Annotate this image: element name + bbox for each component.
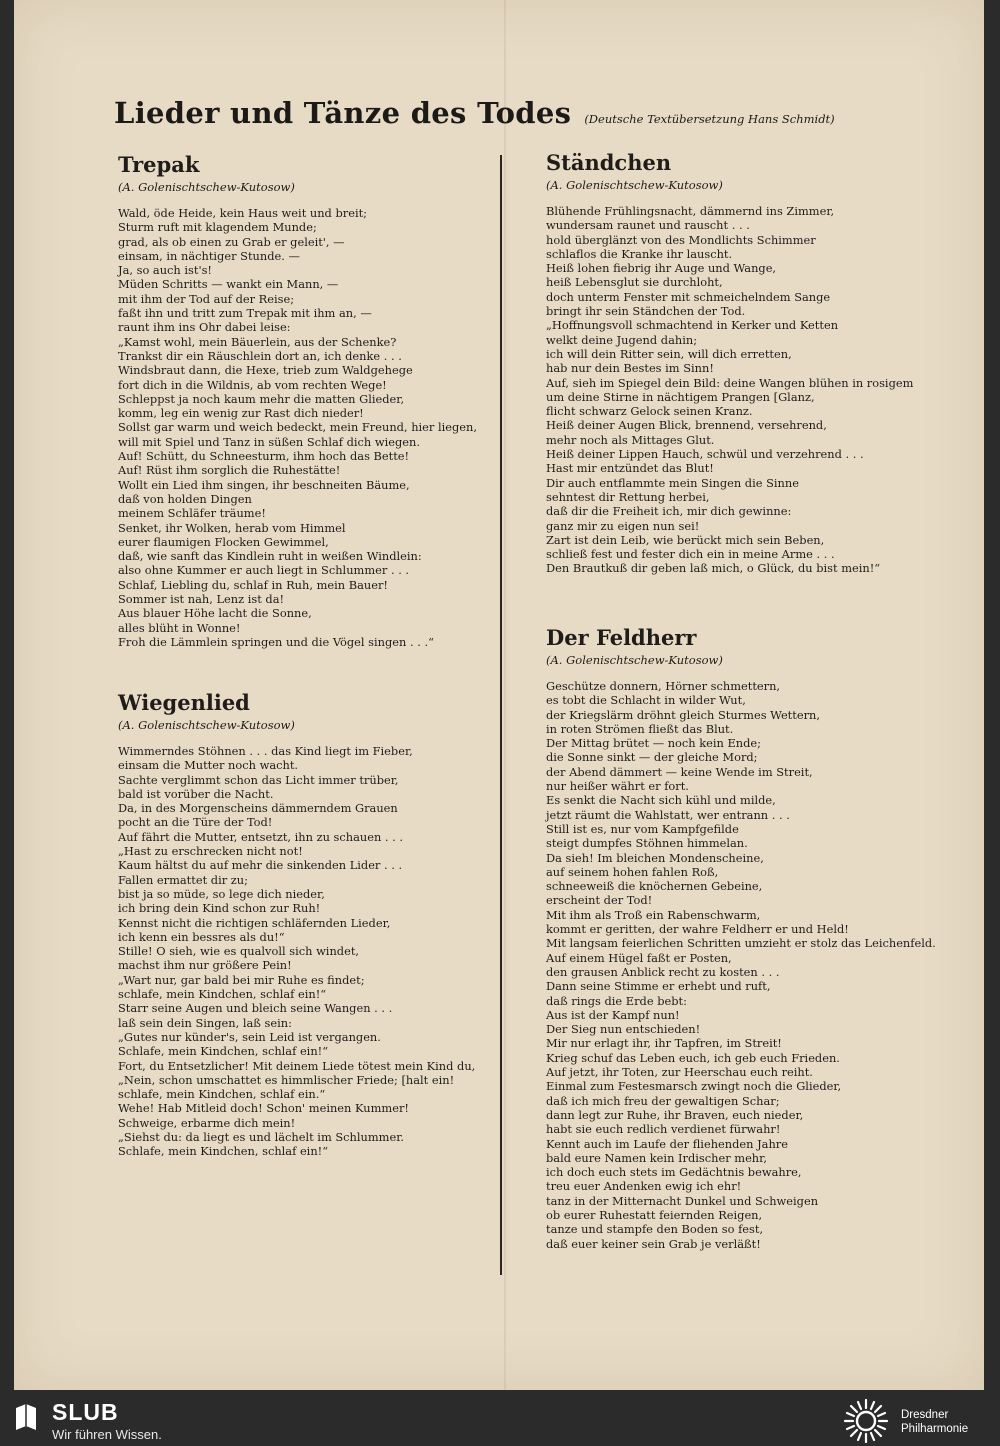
poem-line: schlafe, mein Kindchen, schlaf ein.“ [118, 1087, 326, 1102]
page-title [114, 96, 835, 130]
poem-line: schlafe, mein Kindchen, schlaf ein!“ [118, 987, 327, 1002]
poem-line: Den Brautkuß dir geben laß mich, o Glück, du bist mein!“ [546, 561, 881, 576]
poem-line: will mit Spiel und Tanz in süßen Schlaf dich wiegen. [118, 434, 421, 449]
poem-line: pocht an die Türe der Tod! [118, 815, 273, 830]
section-trepak [118, 152, 488, 649]
poem-line: Auf fährt die Mutter, entsetzt, ihn zu schauen . . . [118, 829, 404, 844]
poem-line: Trankst dir ein Räuschlein dort an, ich denke . . . [118, 348, 402, 363]
poem-line: Kennst nicht die richtigen schläfernden Lieder, [118, 915, 391, 930]
poem-line: Ja, so auch ist's! [118, 263, 213, 278]
poem-line: Schweige, erbarme dich mein! [118, 1115, 296, 1130]
poem-line: fort dich in die Wildnis, ab vom rechten Wege! [118, 377, 387, 392]
poem-line: eurer flaumigen Flocken Gewimmel, [118, 534, 329, 549]
poem-line: Auf einem Hügel faßt er Posten, [546, 950, 732, 965]
poem-line: flicht schwarz Gelock seinen Kranz. [546, 404, 753, 419]
poem-line: laß sein dein Singen, laß sein: [118, 1015, 292, 1030]
poem-line: faßt ihn und tritt zum Trepak mit ihm an, — [118, 306, 372, 321]
subtitle-text: (Deutsche Textübersetzung Hans Schmidt) [584, 112, 835, 126]
poem-line: daß euer keiner sein Grab je verläßt! [546, 1236, 761, 1251]
poem-line: „Wart nur, gar bald bei mir Ruhe es findet; [118, 972, 365, 987]
poem-line: in roten Strömen fließt das Blut. [546, 721, 734, 736]
philharmonie-line1: Dresdner [901, 1409, 949, 1421]
poem-line: Aus blauer Höhe lacht die Sonne, [118, 606, 312, 621]
poem-line: habt sie euch redlich verdienet fürwahr! [546, 1122, 781, 1137]
poem-line: „Nein, schon umschattet es himmlischer Friede; [halt ein! [118, 1072, 455, 1087]
poem-line: Wald, öde Heide, kein Haus weit und breit; [118, 206, 368, 220]
philharmonie-name [901, 1408, 968, 1436]
poem-line: Froh die Lämmlein springen und die Vögel singen . . .“ [118, 634, 434, 649]
poem-line: daß, wie sanft das Kindlein ruht in weißen Windlein: [118, 549, 422, 564]
poem-line: grad, als ob einen zu Grab er geleit', — [118, 234, 345, 249]
poem-line: daß von holden Dingen [118, 491, 252, 506]
poem-line: einsam, in nächtiger Stunde. — [118, 248, 300, 263]
poem-line: Wimmerndes Stöhnen . . . das Kind liegt im Fieber, [118, 744, 413, 758]
poem-line: der Abend dämmert — keine Wende im Streit, [546, 764, 813, 779]
philharmonie-line2: Philharmonie [901, 1423, 969, 1435]
poem-line: Fort, du Entsetzlicher! Mit deinem Liede tötest mein Kind du, [118, 1058, 476, 1073]
poem-line: bald ist vorüber die Nacht. [118, 786, 274, 801]
section-author: (A. Golenischtschew-Kutosow) [546, 178, 723, 192]
poem-lines [546, 679, 936, 1251]
poem-line: steigt dumpfes Stöhnen himmelan. [546, 836, 748, 851]
poem-line: Da sieh! Im bleichen Mondenscheine, [546, 850, 764, 865]
poem-line: Wehe! Hab Mitleid doch! Schon' meinen Kummer! [118, 1101, 409, 1116]
poem-line: hab nur dein Bestes im Sinn! [546, 361, 714, 376]
poem-line: Fallen ermattet dir zu; [118, 872, 248, 887]
poem-line: ich will dein Ritter sein, will dich erretten, [546, 346, 792, 361]
poem-line: schlaflos die Kranke ihr lauscht. [546, 246, 733, 261]
section-author: (A. Golenischtschew-Kutosow) [118, 718, 295, 732]
poem-line: Heiß deiner Lippen Hauch, schwül und verzehrend . . . [546, 447, 864, 462]
poem-line: bald eure Namen kein Irdischer mehr, [546, 1150, 767, 1165]
section-author: (A. Golenischtschew-Kutosow) [546, 653, 723, 667]
poem-line: Auf jetzt, ihr Toten, zur Heerschau euch reiht. [546, 1065, 813, 1080]
poem-line: Aus ist der Kampf nun! [546, 1007, 680, 1022]
poem-line: Auf! Schütt, du Schneesturm, ihm hoch das Bette! [118, 449, 410, 464]
poem-line: Mir nur erlagt ihr, ihr Tapfren, im Streit! [546, 1036, 782, 1051]
poem-line: mehr noch als Mittages Glut. [546, 432, 715, 447]
slub-tagline: Wir führen Wissen. [52, 1427, 162, 1442]
poem-line: „Gutes nur künder's, sein Leid ist vergangen. [118, 1029, 381, 1044]
poem-line: „Hast zu erschrecken nicht not! [118, 844, 303, 859]
poem-line: Wollt ein Lied ihm singen, ihr beschneiten Bäume, [118, 477, 410, 492]
poem-line: Mit langsam feierlichen Schritten umzieht er stolz das Leichenfeld. [546, 936, 936, 951]
poem-line: treu euer Andenken ewig ich ehr! [546, 1179, 742, 1194]
poem-line: heiß Lebensglut sie durchloht, [546, 275, 723, 290]
poem-line: auf seinem hohen fahlen Roß, [546, 864, 719, 879]
poem-line: Stille! O sieh, wie es qualvoll sich windet, [118, 944, 360, 959]
poem-line: Heiß lohen fiebrig ihr Auge und Wange, [546, 261, 777, 276]
poem-line: die Sonne sinkt — der gleiche Mord; [546, 750, 758, 765]
poem-line: komm, leg ein wenig zur Rast dich nieder! [118, 406, 364, 421]
section-heading: Trepak [118, 152, 200, 177]
poem-line: um deine Stirne in nächtigem Prangen [Glanz, [546, 389, 815, 404]
title-text: Lieder und Tänze des Todes [114, 96, 572, 130]
poem-line: schneeweiß die knöchernen Gebeine, [546, 879, 763, 894]
section-heading: Ständchen [546, 150, 672, 175]
poem-line: Kennt auch im Laufe der fliehenden Jahre [546, 1136, 788, 1151]
poem-line: Kaum hältst du auf mehr die sinkenden Lider . . . [118, 858, 403, 873]
poem-line: es tobt die Schlacht in wilder Wut, [546, 693, 746, 708]
poem-line: nur heißer währt er fort. [546, 779, 689, 794]
poem-line: erscheint der Tod! [546, 893, 653, 908]
poem-line: doch unterm Fenster mit schmeichelndem Sange [546, 289, 831, 304]
poem-line: Sommer ist nah, Lenz ist da! [118, 592, 285, 607]
poem-line: daß dir die Freiheit ich, mir dich gewinne: [546, 504, 792, 519]
poem-line: Sollst gar warm und weich bedeckt, mein Freund, hier liegen, [118, 420, 478, 435]
poem-line: „Kamst wohl, mein Bäuerlein, aus der Schenke? [118, 334, 397, 349]
poem-line: ganz mir zu eigen nun sei! [546, 518, 700, 533]
poem-line: ich bring dein Kind schon zur Ruh! [118, 901, 321, 916]
poem-line: Mit ihm als Troß ein Rabenschwarm, [546, 907, 761, 922]
poem-line: Dann seine Stimme er erhebt und ruft, [546, 979, 771, 994]
section-staendchen [546, 150, 914, 576]
poem-line: ob eurer Ruhestatt feiernden Reigen, [546, 1207, 763, 1222]
poem-line: Schlaf, Liebling du, schlaf in Ruh, mein Bauer! [118, 577, 388, 592]
poem-line: Blühende Frühlingsnacht, dämmernd ins Zimmer, [546, 204, 835, 218]
poem-line: „Hoffnungsvoll schmachtend in Kerker und Ketten [546, 318, 839, 333]
poem-line: tanze und stampfe den Boden so fest, [546, 1222, 764, 1237]
poem-line: Schlafe, mein Kindchen, schlaf ein!“ [118, 1144, 329, 1159]
poem-line: tanz in der Mitternacht Dunkel und Schweigen [546, 1193, 819, 1208]
poem-line: ich doch euch stets im Gedächtnis bewahre, [546, 1165, 802, 1180]
poem-line: also ohne Kummer er auch liegt in Schlummer . . . [118, 563, 410, 578]
poem-line: raunt ihm ins Ohr dabei leise: [118, 320, 291, 335]
poem-line: Der Mittag brütet — noch kein Ende; [546, 736, 761, 751]
poem-line: meinem Schläfer träume! [118, 506, 266, 521]
slub-name: SLUB [52, 1399, 119, 1425]
poem-line: den grausen Anblick recht zu kosten . . . [546, 964, 780, 979]
poem-line: Starr seine Augen und bleich seine Wangen . . . [118, 1001, 393, 1016]
section-wiegenlied [118, 690, 488, 1159]
poem-line: Auf, sieh im Spiegel dein Bild: deine Wangen blühen in rosigem [546, 375, 914, 390]
philharmonie-logo-icon [842, 1397, 890, 1445]
poem-line: Krieg schuf das Leben euch, ich geb euch Frieden. [546, 1050, 840, 1065]
section-heading: Der Feldherr [546, 625, 697, 650]
poem-line: alles blüht in Wonne! [118, 620, 241, 635]
poem-lines [118, 206, 488, 649]
poem-line: dann legt zur Ruhe, ihr Braven, euch nieder, [546, 1107, 804, 1122]
poem-line: ich kenn ein bessres als du!“ [118, 929, 285, 944]
poem-line: Dir auch entflammte mein Singen die Sinne [546, 475, 799, 490]
poem-line: wundersam raunet und rauscht . . . [546, 218, 750, 233]
poem-line: einsam die Mutter noch wacht. [118, 758, 299, 773]
poem-line: Schleppst ja noch kaum mehr die matten Glieder, [118, 391, 405, 406]
section-feldherr [546, 625, 936, 1251]
poem-line: Der Sieg nun entschieden! [546, 1022, 701, 1037]
poem-line: kommt er geritten, der wahre Feldherr er und Held! [546, 922, 849, 937]
poem-line: Hast mir entzündet das Blut! [546, 461, 714, 476]
section-heading: Wiegenlied [118, 690, 250, 715]
poem-line: Windsbraut dann, die Hexe, trieb zum Waldgehege [118, 363, 413, 378]
poem-line: schließ fest und fester dich ein in meine Arme . . . [546, 547, 835, 562]
poem-line: Schlafe, mein Kindchen, schlaf ein!“ [118, 1044, 329, 1059]
poem-line: jetzt räumt die Wahlstatt, wer entrann . . . [546, 807, 790, 822]
poem-line: Einmal zum Festesmarsch zwingt noch die Glieder, [546, 1079, 842, 1094]
poem-line: Sturm ruft mit klagendem Munde; [118, 220, 317, 235]
poem-line: „Siehst du: da liegt es und lächelt im Schlummer. [118, 1130, 405, 1145]
poem-line: der Kriegslärm dröhnt gleich Sturmes Wettern, [546, 707, 820, 722]
program-page [14, 0, 984, 1390]
poem-line: daß rings die Erde bebt: [546, 993, 687, 1008]
poem-line: Still ist es, nur vom Kampfgefilde [546, 821, 739, 836]
poem-lines [118, 744, 488, 1159]
poem-line: daß ich mich freu der gewaltigen Schar; [546, 1093, 780, 1108]
poem-lines [546, 204, 914, 576]
poem-line: Da, in des Morgenscheins dämmerndem Grauen [118, 801, 398, 816]
poem-line: hold überglänzt von des Mondlichts Schimmer [546, 232, 816, 247]
poem-line: Auf! Rüst ihm sorglich die Ruhestätte! [118, 463, 341, 478]
column-divider [500, 155, 502, 1275]
poem-line: Heiß deiner Augen Blick, brennend, versehrend, [546, 418, 827, 433]
poem-line: bist ja so müde, so lege dich nieder, [118, 886, 325, 901]
poem-line: mit ihm der Tod auf der Reise; [118, 291, 295, 306]
poem-line: bringt ihr sein Ständchen der Tod. [546, 304, 746, 319]
poem-line: Geschütze donnern, Hörner schmettern, [546, 679, 781, 693]
paper-fold [504, 0, 506, 1390]
poem-line: Senket, ihr Wolken, herab vom Himmel [118, 520, 346, 535]
poem-line: Müden Schritts — wankt ein Mann, — [118, 277, 339, 292]
poem-line: Zart ist dein Leib, wie berückt mich sein Beben, [546, 532, 825, 547]
poem-line: sehntest dir Rettung herbei, [546, 489, 710, 504]
poem-line: machst ihm nur größere Pein! [118, 958, 292, 973]
poem-line: Sachte verglimmt schon das Licht immer trüber, [118, 772, 399, 787]
slub-logo-icon [14, 1402, 38, 1432]
section-author: (A. Golenischtschew-Kutosow) [118, 180, 295, 194]
poem-line: Es senkt die Nacht sich kühl und milde, [546, 793, 776, 808]
poem-line: welkt deine Jugend dahin; [546, 332, 698, 347]
